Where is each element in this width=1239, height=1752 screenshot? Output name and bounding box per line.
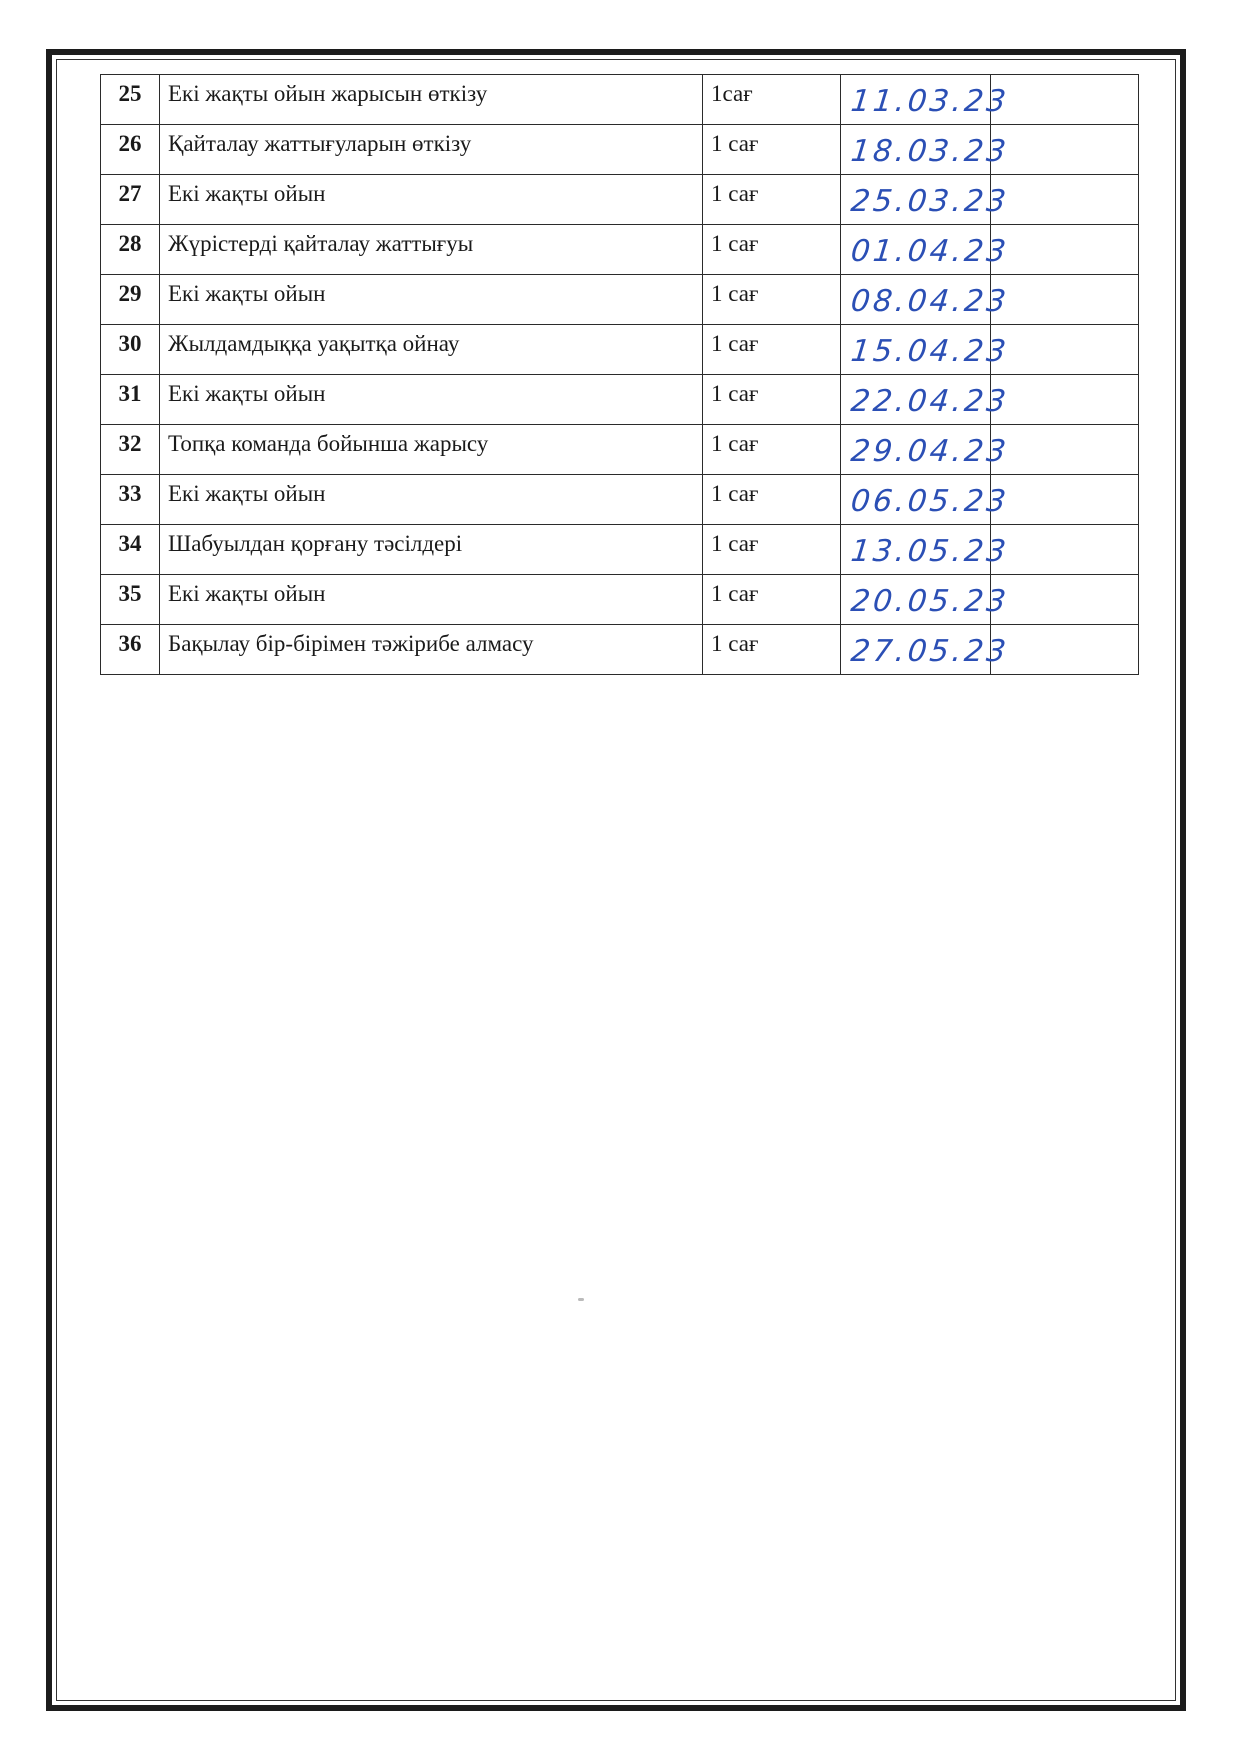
row-number: 33 — [101, 475, 160, 525]
table-row — [101, 125, 1139, 175]
lesson-topic: Екі жақты ойын — [160, 575, 703, 625]
lesson-topic: Жүрістерді қайталау жаттығуы — [160, 225, 703, 275]
lesson-topic: Екі жақты ойын — [160, 375, 703, 425]
date-cell — [841, 225, 1011, 275]
lesson-hours: 1 сағ — [703, 125, 841, 175]
table-row — [101, 175, 1139, 225]
table-row — [101, 525, 1139, 575]
empty-cell — [991, 375, 1139, 425]
lesson-hours: 1 сағ — [703, 575, 841, 625]
lesson-topic: Екі жақты ойын — [160, 475, 703, 525]
lesson-hours: 1 сағ — [703, 525, 841, 575]
date-cell — [841, 75, 1011, 125]
table-row — [101, 325, 1139, 375]
handwritten-date: 01.04.23 — [849, 234, 1011, 269]
lesson-topic: Топқа команда бойынша жарысу — [160, 425, 703, 475]
empty-cell — [991, 125, 1139, 175]
table-row — [101, 425, 1139, 475]
empty-cell — [991, 575, 1139, 625]
empty-cell — [991, 175, 1139, 225]
handwritten-date: 29.04.23 — [849, 434, 1011, 469]
empty-cell — [991, 625, 1139, 675]
lesson-topic: Екі жақты ойын — [160, 275, 703, 325]
empty-cell — [991, 325, 1139, 375]
handwritten-date: 18.03.23 — [849, 134, 1011, 169]
date-cell — [841, 275, 1011, 325]
lesson-hours: 1 сағ — [703, 375, 841, 425]
empty-cell — [991, 275, 1139, 325]
date-cell — [841, 175, 1011, 225]
row-number: 31 — [101, 375, 160, 425]
schedule-body — [101, 75, 1139, 675]
table-row — [101, 275, 1139, 325]
handwritten-date: 20.05.23 — [849, 584, 1011, 619]
table-row — [101, 575, 1139, 625]
lesson-hours: 1 сағ — [703, 475, 841, 525]
handwritten-date: 15.04.23 — [849, 334, 1011, 369]
date-cell — [841, 375, 1011, 425]
lesson-topic: Қайталау жаттығуларын өткізу — [160, 125, 703, 175]
row-number: 27 — [101, 175, 160, 225]
date-cell — [841, 625, 1011, 675]
date-cell — [841, 125, 1011, 175]
date-cell — [841, 575, 1011, 625]
date-cell — [841, 425, 1011, 475]
empty-cell — [991, 75, 1139, 125]
row-number: 34 — [101, 525, 160, 575]
lesson-hours: 1сағ — [703, 75, 841, 125]
scan-speck — [578, 1298, 584, 1301]
row-number: 29 — [101, 275, 160, 325]
row-number: 25 — [101, 75, 160, 125]
lesson-hours: 1 сағ — [703, 175, 841, 225]
lesson-topic: Екі жақты ойын — [160, 175, 703, 225]
row-number: 35 — [101, 575, 160, 625]
table-row — [101, 225, 1139, 275]
handwritten-date: 06.05.23 — [849, 484, 1011, 519]
empty-cell — [991, 525, 1139, 575]
handwritten-date: 22.04.23 — [849, 384, 1011, 419]
lesson-hours: 1 сағ — [703, 275, 841, 325]
handwritten-date: 08.04.23 — [849, 284, 1011, 319]
lesson-schedule-table — [100, 74, 1139, 675]
table-row — [101, 475, 1139, 525]
table-row — [101, 625, 1139, 675]
empty-cell — [991, 425, 1139, 475]
lesson-topic: Екі жақты ойын жарысын өткізу — [160, 75, 703, 125]
empty-cell — [991, 475, 1139, 525]
row-number: 30 — [101, 325, 160, 375]
lesson-topic: Жылдамдыққа уақытқа ойнау — [160, 325, 703, 375]
table-row — [101, 375, 1139, 425]
handwritten-date: 13.05.23 — [849, 534, 1011, 569]
lesson-hours: 1 сағ — [703, 325, 841, 375]
handwritten-date: 11.03.23 — [849, 84, 1011, 119]
date-cell — [841, 325, 1011, 375]
row-number: 26 — [101, 125, 160, 175]
lesson-hours: 1 сағ — [703, 625, 841, 675]
lesson-topic: Шабуылдан қорғану тәсілдері — [160, 525, 703, 575]
row-number: 36 — [101, 625, 160, 675]
lesson-topic: Бақылау бір-бірімен тәжірибе алмасу — [160, 625, 703, 675]
date-cell — [841, 525, 1011, 575]
row-number: 32 — [101, 425, 160, 475]
empty-cell — [991, 225, 1139, 275]
lesson-hours: 1 сағ — [703, 425, 841, 475]
row-number: 28 — [101, 225, 160, 275]
handwritten-date: 25.03.23 — [849, 184, 1011, 219]
date-cell — [841, 475, 1011, 525]
table-row — [101, 75, 1139, 125]
lesson-hours: 1 сағ — [703, 225, 841, 275]
handwritten-date: 27.05.23 — [849, 634, 1011, 669]
